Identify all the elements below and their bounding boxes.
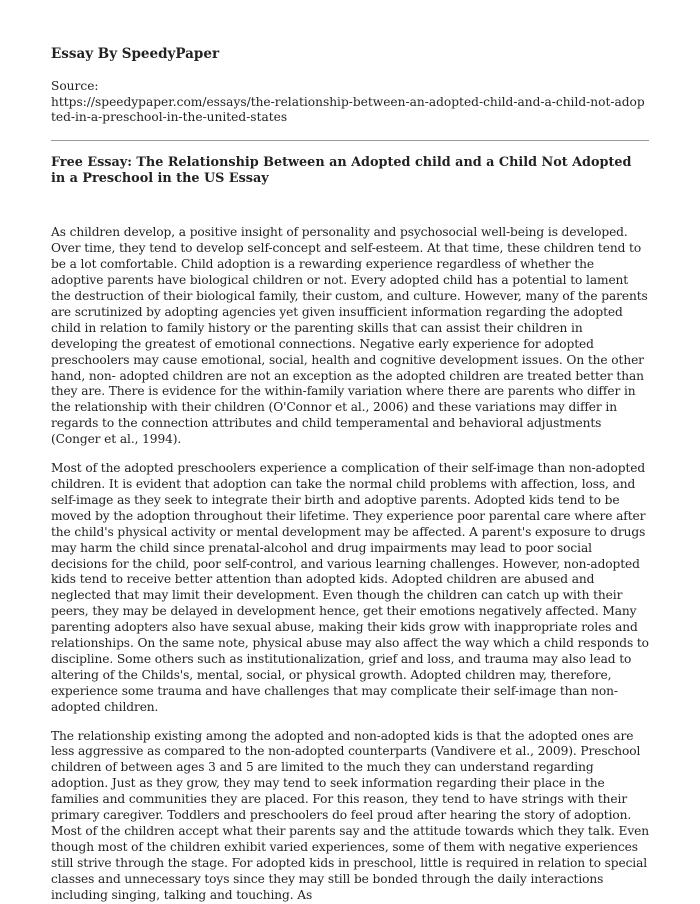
document-header-title: Essay By SpeedyPaper: [51, 46, 220, 62]
source-url-link[interactable]: https://speedypaper.com/essays/the-relationship-between-an-adopted-child-and-a-child-not-adopted-in-a-preschool-in-the-united-states: [51, 94, 645, 125]
header-divider: [51, 140, 649, 141]
source-block: [51, 79, 649, 126]
essay-paragraph-3: The relationship existing among the adopted and non-adopted kids is that the adopted ones are less aggressive as compared to the non-adopted counterparts (Vandivere et al., 2009). Preschool children of between ages 3 and 5 are limited to the much they can understand regarding adoption. Just as they grow, they may tend to seek information regarding their place in the families and communities they are placed. For this reason, they tend to have strings with their primary caregiver. Toddlers and preschoolers do feel proud after hearing the story of adoption. Most of the children accept what their parents say and the attitude towards which they talk. Even though most of the children exhibit varied experiences, some of them with negative experiences still strive through the stage. For adopted kids in preschool, little is required in relation to special classes and unnecessary toys since they may still be bonded through the daily interactions including singing, talking and touching. As: [51, 728, 649, 902]
essay-title: Free Essay: The Relationship Between an Adopted child and a Child Not Adopted in a Preschool in the US Essay: [51, 154, 632, 186]
source-label: Source:: [51, 79, 99, 93]
essay-paragraph-2: Most of the adopted preschoolers experience a complication of their self-image than non-adopted children. It is evident that adoption can take the normal child problems with affection, loss, and self-image as they seek to integrate their birth and adoptive parents. Adopted kids tend to be moved by the adoption throughout their lifetime. They experience poor parental care where after the child's physical activity or mental development may be affected. A parent's exposure to drugs may harm the child since prenatal-alcohol and drug impairments may lead to poor social decisions for the child, poor self-control, and various learning challenges. However, non-adopted kids tend to receive better attention than adopted kids. Adopted children are abused and neglected that may limit their development. Even though the children can catch up with their peers, they may be delayed in development hence, get their emotions negatively affected. Many parenting adopters also have sexual abuse, making their kids grow with inappropriate roles and relationships. On the same note, physical abuse may also affect the way which a child responds to discipline. Some others such as institutionalization, grief and loss, and trauma may also lead to altering of the Childs's, mental, social, or physical growth. Adopted children may, therefore, experience some trauma and have challenges that may complicate their self-image than non-adopted children.: [51, 461, 649, 714]
essay-paragraph-1: As children develop, a positive insight of personality and psychosocial well-being is developed. Over time, they tend to develop self-concept and self-esteem. At that time, these children tend to be a lot comfortable. Child adoption is a rewarding experience regardless of whether the adoptive parents have biological children or not. Every adopted child has a potential to lament the destruction of their biological family, their custom, and culture. However, many of the parents are scrutinized by adopting agencies yet given insufficient information regarding the adopted child in relation to family history or the parenting skills that can assist their children in developing the greatest of emotional connections. Negative early experience for adopted preschoolers may cause emotional, social, health and cognitive development issues. On the other hand, non- adopted children are not an exception as the adopted children are treated better than they are. There is evidence for the within-family variation where there are parents who differ in the relationship with their children (O'Connor et al., 2006) and these variations may differ in regards to the connection attributes and child temperamental and behavioral adjustments (Conger et al., 1994).: [51, 225, 648, 447]
